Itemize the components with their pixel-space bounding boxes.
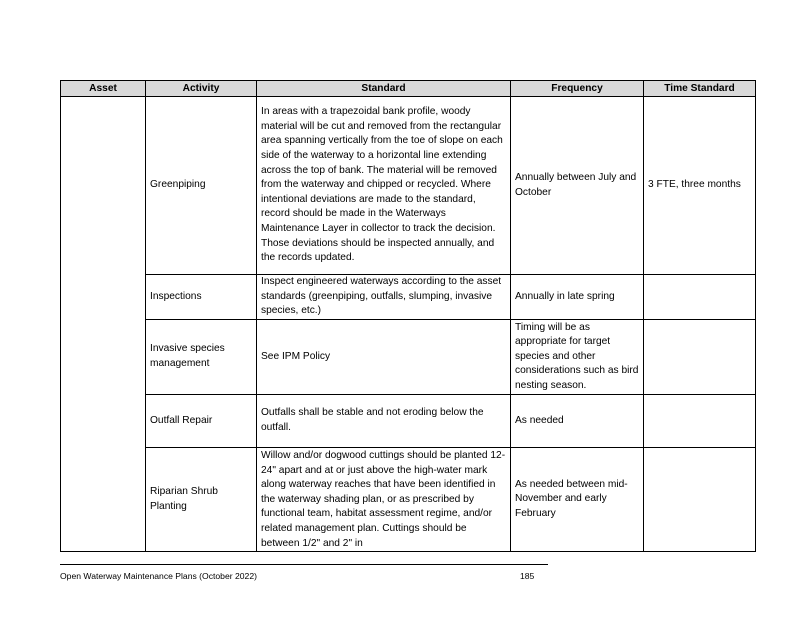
time-standard-cell [644, 275, 756, 320]
activity-cell: Inspections [146, 275, 257, 320]
frequency-cell: As needed between mid-November and early February [511, 448, 644, 552]
activity-cell: Outfall Repair [146, 395, 257, 448]
time-standard-cell [644, 320, 756, 395]
table-header-row [61, 81, 756, 97]
standard-cell: See IPM Policy [257, 320, 511, 395]
time-standard-cell [644, 395, 756, 448]
activity-cell: Greenpiping [146, 97, 257, 275]
table-row [61, 448, 756, 552]
frequency-cell: Annually in late spring [511, 275, 644, 320]
table-row [61, 97, 756, 275]
table-row [61, 320, 756, 395]
header-time-standard: Time Standard [644, 81, 756, 97]
header-standard: Standard [257, 81, 511, 97]
frequency-cell: Timing will be as appropriate for target species and other considerations such as bird nesting season. [511, 320, 644, 395]
standard-cell [257, 448, 511, 552]
frequency-cell: Annually between July and October [511, 97, 644, 275]
time-standard-cell [644, 448, 756, 552]
footer-document-title: Open Waterway Maintenance Plans (October 2022) [60, 571, 257, 581]
table-row [61, 275, 756, 320]
header-activity: Activity [146, 81, 257, 97]
activity-cell: Invasive species management [146, 320, 257, 395]
footer-divider [60, 564, 548, 565]
table-row [61, 395, 756, 448]
time-standard-cell: 3 FTE, three months [644, 97, 756, 275]
frequency-cell: As needed [511, 395, 644, 448]
standard-cell: Inspect engineered waterways according to the asset standards (greenpiping, outfalls, slumping, invasive species, etc.) [257, 275, 511, 320]
header-frequency: Frequency [511, 81, 644, 97]
maintenance-table [60, 80, 756, 552]
header-asset: Asset [61, 81, 146, 97]
activity-cell: Riparian Shrub Planting [146, 448, 257, 552]
standard-cell-text: Willow and/or dogwood cuttings should be planted 12-24" apart and at or just above the high-water mark along waterway reaches that have been identified in the waterway shading plan, or as prescribed by functional team, habitat assessment regime, and/or related management plan. Cuttings should be between 1/2" and 2" in [261, 450, 506, 549]
footer-page-number: 185 [520, 571, 535, 581]
asset-cell [61, 97, 146, 552]
standard-cell: Outfalls shall be stable and not eroding below the outfall. [257, 395, 511, 448]
standard-cell: In areas with a trapezoidal bank profile, woody material will be cut and removed from the rectangular area spanning vertically from the toe of slope on each side of the waterway to a horizontal line extending across the top of bank. The material will be removed from the waterway and chipped or recycled. Where intentional deviations are made to the standard, record should be made in the Waterways Maintenance Layer in collector to track the decision. Those deviations should be inspected annually, and the records updated. [257, 97, 511, 275]
